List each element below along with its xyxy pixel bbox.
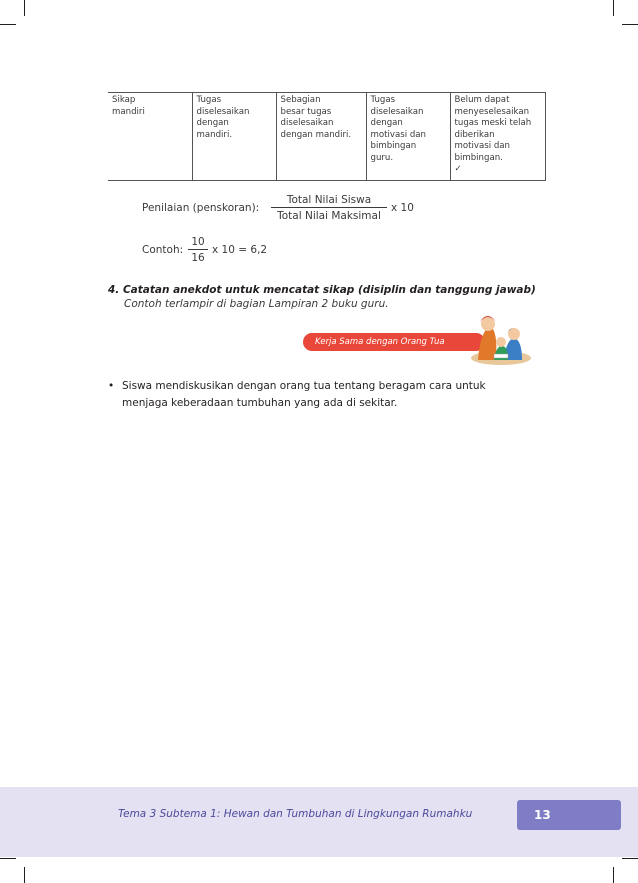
scoring-formula [142, 202, 259, 214]
cell-text: bimbingan. [454, 152, 503, 163]
rubric-level-cell [450, 93, 545, 181]
cell-text: motivasi dan [370, 129, 427, 140]
check-mark-icon: ✓ [454, 164, 462, 174]
example-result: x 10 = 6,2 [212, 244, 268, 256]
cell-text: dengan [370, 118, 403, 128]
example-label: Contoh: [142, 244, 184, 256]
banner-label: Kerja Sama dengan Orang Tua [315, 337, 445, 347]
cell-text: diselesaikan [196, 106, 250, 117]
fraction-bar [271, 207, 387, 208]
scoring-multiplier: x 10 [391, 202, 414, 214]
crop-mark [24, 867, 25, 883]
cell-text: dengan mandiri. [280, 129, 352, 140]
cell-text: dengan [196, 118, 229, 128]
cell-text: diselesaikan [370, 106, 424, 117]
example-fraction [188, 236, 208, 264]
crop-mark [613, 867, 614, 883]
bullet-text: Siswa mendiskusikan dengan orang tua tentang beragam cara untuk menjaga keberadaan tumbuhan yang ada di sekitar. [122, 380, 486, 409]
fraction-denominator: 16 [191, 252, 205, 264]
crop-mark [0, 858, 16, 859]
rubric-table [108, 92, 546, 181]
cell-text: tugas meski telah [454, 118, 532, 128]
cell-text: Tugas [196, 95, 222, 105]
cell-text: Sikap [112, 95, 136, 105]
cell-text: guru. [370, 152, 394, 163]
rubric-level-cell [192, 93, 276, 181]
cell-text: motivasi dan [454, 141, 511, 151]
bullet-marker: • [108, 380, 115, 392]
rubric-level-cell [276, 93, 366, 181]
cell-text: Belum dapat [454, 95, 510, 105]
cell-text: menyeselesaikan [454, 106, 530, 117]
cell-text: Sebagian [280, 95, 321, 105]
page-number: 13 [517, 800, 621, 830]
fraction-bar [188, 249, 208, 250]
cell-text: bimbingan [370, 141, 417, 151]
crop-mark [622, 858, 638, 859]
fraction-denominator: Total Nilai Maksimal [277, 210, 381, 222]
rubric-aspect-cell [108, 93, 192, 181]
fraction-numerator: 10 [191, 236, 205, 248]
crop-mark [24, 0, 25, 16]
crop-mark [0, 24, 16, 25]
discussion-bullet [108, 378, 528, 412]
parent-cooperation-banner [303, 333, 485, 351]
cell-text: diberikan [454, 129, 495, 140]
crop-mark [613, 0, 614, 16]
section-subtitle: Contoh terlampir di bagian Lampiran 2 buku guru. [124, 298, 389, 310]
cell-text: besar tugas [280, 106, 332, 117]
cell-text: mandiri [112, 106, 145, 117]
crop-mark [622, 24, 638, 25]
cell-text: Tugas [370, 95, 396, 105]
scoring-label: Penilaian (penskoran): [142, 202, 260, 214]
rubric-level-cell [366, 93, 450, 181]
scoring-fraction [271, 194, 387, 222]
footer-title: Tema 3 Subtema 1: Hewan dan Tumbuhan di Lingkungan Rumahku [118, 808, 473, 820]
fraction-numerator: Total Nilai Siswa [286, 194, 372, 206]
cell-text: diselesaikan [280, 118, 334, 128]
section-title: 4. Catatan anekdot untuk mencatat sikap (disiplin dan tanggung jawab) [108, 284, 536, 296]
table-row [108, 93, 545, 181]
section-4 [108, 284, 536, 310]
cell-text: mandiri. [196, 129, 233, 140]
family-illustration-icon [470, 310, 532, 366]
